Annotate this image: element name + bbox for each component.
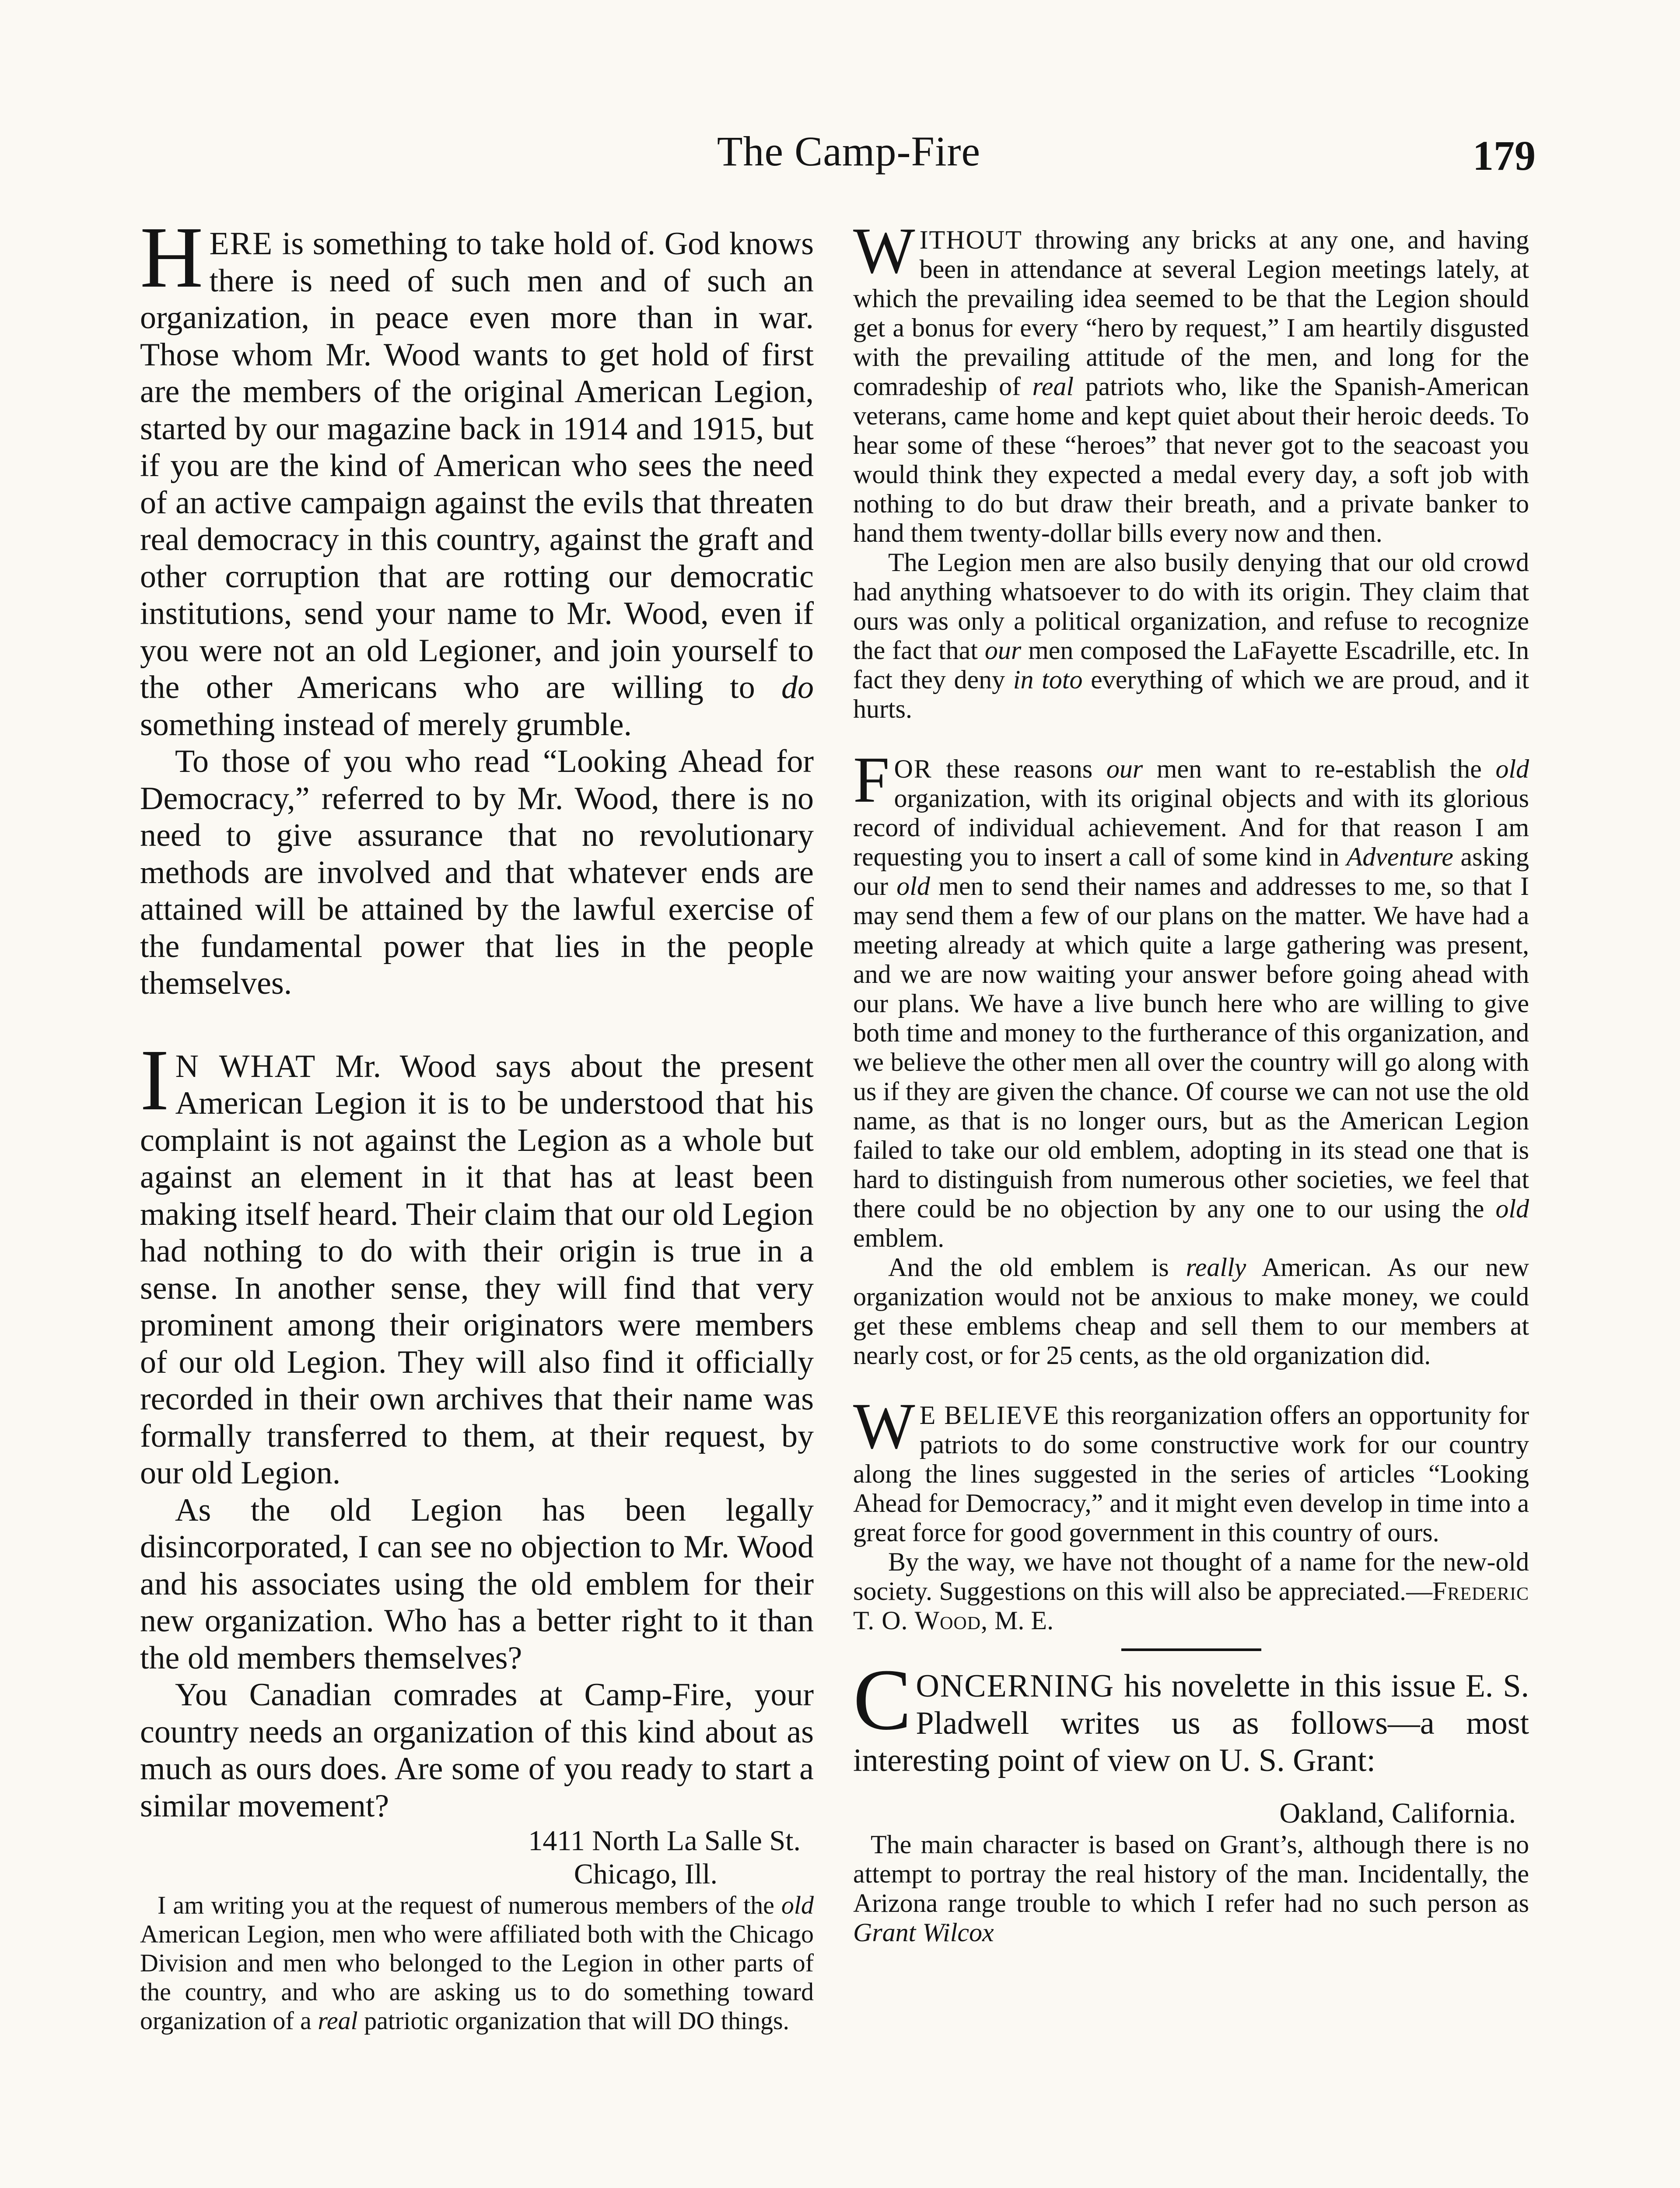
lead-in: OR [894,754,932,783]
body-text: The main character is based on Grant’s, although there is no attempt to portray the real history of the man. Incidentally, the Arizona range trouble to which I refer had no such person as [853,1830,1529,1918]
drop-cap: I [140,1031,169,1129]
drop-cap: W [853,1390,915,1462]
body-paragraph: You Canadian comrades at Camp-Fire, your country needs an organization of this kind about as much as ours does. Are some of you ready to start a similar movement? [140,1677,814,1824]
lead-in: ONCERNING [916,1668,1115,1704]
left-column [140,209,814,2035]
body-text: men to send their names and addresses to me, so that I may send them a few of our plans on the matter. We have had a meeting already at which quite a large gathering was present, and we are now waiting your answer before going ahead with our plans. We have a live bunch here who are willing to give both time and money to the furtherance of this organization, and we believe the other men all over the country will go along with us if they are given the chance. Of course we can not use the old name, as that is no longer ours, but as the American Legion failed to take our old emblem, adopting in its stead one that is hard to distinguish from numerous other societies, we feel that there could be no objection by any one to our using the [853,872,1530,1223]
letter-opening [140,1891,814,2035]
letter-pladwell [853,1830,1529,1947]
paragraph-for-these [853,743,1530,1370]
emphasis: do [781,670,814,705]
drop-cap: H [140,209,203,306]
body-text: emblem. [853,1224,945,1252]
body-text: I am writing you at the request of numerous members of the [158,1891,781,1919]
emphasis: Adventure [1346,842,1453,871]
lead-in: ITHOUT [919,225,1022,254]
lead-in: E BELIEVE [919,1401,1060,1430]
body-text: asking our [853,842,1530,901]
emphasis: real [1032,372,1074,401]
body-text: American Legion, men who were affiliated both with the Chicago Division and men who belonged to the Legion in other parts of the country, and who are asking us to do something toward organization of a [140,1920,814,2035]
body-text: American. As our new organization would not be anxious to make money, we could get these emblems cheap and sell them to our members at nearly cost, or for 25 cents, as the old organization did. [853,1253,1530,1370]
body-text: these reasons [932,754,1106,783]
body-text: patriotic organization that will DO things. [357,2006,790,2035]
letter-address-street: 1411 North La Salle St. [528,1825,801,1857]
signature-title: M. E. [988,1606,1054,1635]
body-text: is something to take hold of. God knows there is need of such men and of such an organization, in peace even more than in war. Those whom Mr. Wood wants to get hold of first are the members of the original American Legion, started by our magazine back in 1914 and 1915, but if you are the kind of American who sees the need of an active campaign against the evils that threaten real democracy in this country, against the graft and other corruption that are rotting our democratic institutions, send your name to Mr. Wood, even if you were not an old Legioner, and join yourself to the other Americans who are willing to [140,226,814,705]
section-divider [1121,1648,1261,1651]
body-text: men want to re-establish the [1143,754,1496,783]
running-header: The Camp-Fire [717,128,981,175]
paragraph-in-what [140,1031,814,1825]
drop-cap: W [853,214,915,287]
body-text: And the old emblem is [888,1253,1186,1282]
lead-in: ERE [209,226,273,262]
lead-in: N WHAT [175,1048,316,1084]
body-text: throwing any bricks at any one, and having been in attendance at several Legion meetings lately, at which the prevailing idea seemed to be that the Legion should get a bonus for every “hero by request,” I am heartily disgusted with the prevailing attitude of the men, and long for the comradeship of [853,225,1529,401]
paragraph-here-is [140,209,814,1002]
body-paragraph: As the old Legion has been legally disincorporated, I can see no objection to Mr. Wood and his associates using the old emblem for their new organization. Who has a better right to it than the old members themselves? [140,1492,814,1676]
emphasis: real [318,2006,358,2035]
letter-address-city: Chicago, Ill. [574,1858,718,1890]
letter-place: Oakland, California. [1279,1797,1516,1829]
right-column [853,214,1530,1947]
body-text: Mr. Wood says about the present American Legion it is to be understood that his complaint is not against the Legion as a whole but against an element in it that has at least been making itself heard. Their claim that our old Legion had nothing to do with their origin is true in a sense. In another sense, they will find that very prominent among their originators were members of our old Legion. They will also find it officially recorded in their own archives that their name was formally transferred to them, at their request, by our old Legion. [140,1048,814,1491]
emphasis: our [1106,754,1143,783]
signature: Frederic T. O. Wood, [853,1577,1529,1635]
emphasis: in toto [1013,665,1083,694]
emphasis: really [1186,1253,1246,1282]
body-text: The Legion men are also busily denying that our old crowd had anything whatsoever to do with its origin. They claim that ours was only a political organization, and refuse to recognize the fact that [853,548,1529,665]
body-text: this reorganization offers an opportunity for patriots to do some constructive work for our country along the lines suggested in the series of articles “Looking Ahead for Democracy,” and it might even develop in time into a great force for good government in this country of ours. [853,1401,1529,1547]
paragraph-without [853,214,1530,724]
emphasis: old [1495,1194,1529,1223]
body-text: organization, with its original objects and with its glorious record of individual achievement. And for that reason I am requesting you to insert a call of some kind in [853,784,1529,871]
emphasis: old [781,1891,814,1919]
paragraph-we-believe [853,1390,1529,1635]
body-text: By the way, we have not thought of a name for the new-old society. Suggestions on this will also be appreciated.— [853,1547,1529,1606]
drop-cap: C [853,1652,912,1748]
body-paragraph: To those of you who read “Looking Ahead for Democracy,” referred to by Mr. Wood, there is no need to give assurance that no revolutionary methods are involved and that whatever ends are attained will be attained by the lawful exercise of the fundamental power that lies in the people themselves. [140,743,814,1001]
drop-cap: F [853,743,890,816]
page-number: 179 [1473,132,1536,179]
body-text: everything of which we are proud, and it hurts. [853,665,1530,723]
body-text: patriots who, like the Spanish-American veterans, came home and kept quiet about their heroic deeds. To hear some of these “heroes” that never got to the seacoast you would think they expected a medal every day, a soft job with nothing to do but draw their breath, and a private banker to hand them twenty-dollar bills every now and then. [853,372,1529,547]
emphasis: old [896,872,930,901]
body-text: something instead of merely grumble. [140,706,632,743]
body-text: his novelette in this issue E. S. Pladwell writes us as follows—a most interesting point of view on U. S. Grant: [853,1668,1529,1778]
emphasis: old [1495,754,1529,783]
body-text: men composed the LaFayette Escadrille, etc. In fact they deny [853,636,1530,694]
paragraph-concerning [853,1652,1529,1779]
emphasis: our [984,636,1022,665]
emphasis: Grant Wilcox [853,1918,994,1947]
